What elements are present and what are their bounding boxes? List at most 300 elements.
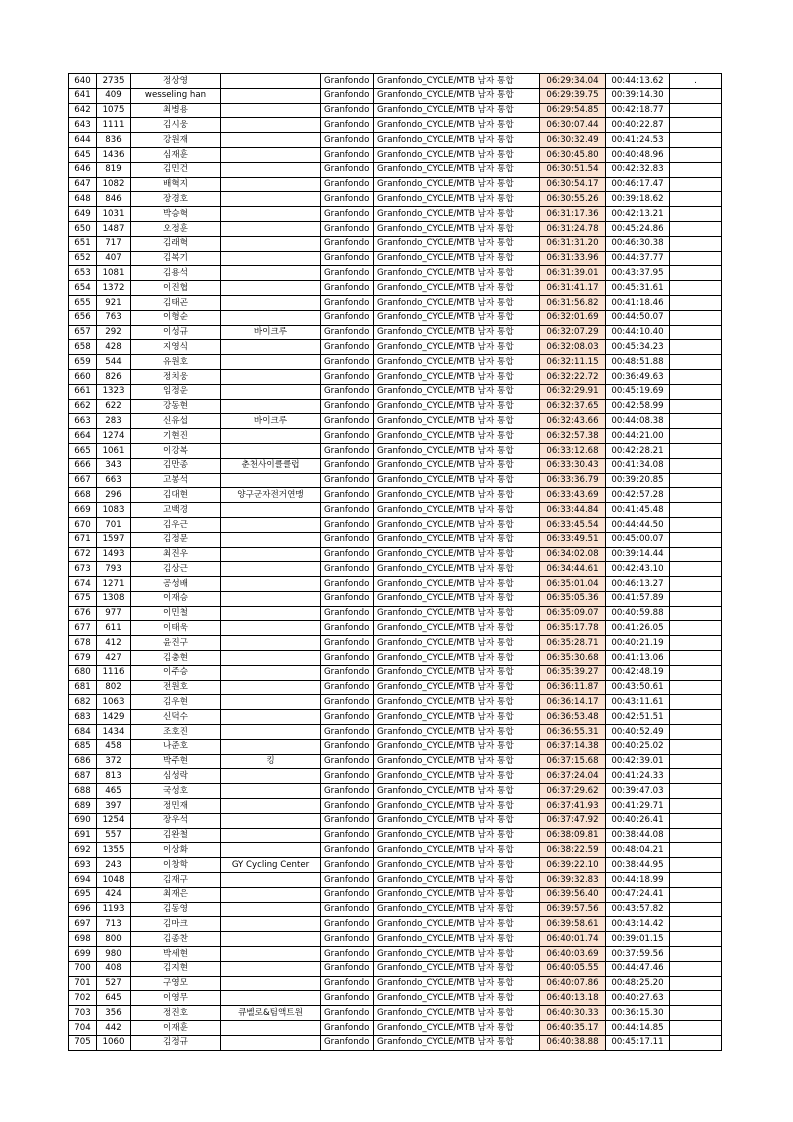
category-cell: Granfondo: [321, 947, 374, 962]
table-row: [69, 1021, 722, 1036]
note-cell: [670, 1006, 722, 1021]
bib-cell: 713: [97, 917, 131, 932]
split-time-cell: 00:39:20.85: [606, 473, 670, 488]
note-cell: [670, 88, 722, 103]
finish-time-cell: 06:29:34.04: [540, 74, 606, 89]
rank-cell: 656: [69, 310, 97, 325]
split-time-cell: 00:41:13.06: [606, 651, 670, 666]
note-cell: [670, 221, 722, 236]
split-time-cell: 00:45:00.07: [606, 532, 670, 547]
note-cell: [670, 369, 722, 384]
split-time-cell: 00:45:34.23: [606, 340, 670, 355]
category-cell: Granfondo: [321, 858, 374, 873]
division-cell: Granfondo_CYCLE/MTB 남자 통합: [374, 207, 540, 222]
finish-time-cell: 06:32:11.15: [540, 355, 606, 370]
split-time-cell: 00:41:26.05: [606, 621, 670, 636]
team-cell: [221, 133, 321, 148]
team-cell: [221, 162, 321, 177]
bib-cell: 1193: [97, 902, 131, 917]
bib-cell: 527: [97, 976, 131, 991]
bib-cell: 802: [97, 680, 131, 695]
name-cell: 이형순: [131, 310, 221, 325]
finish-time-cell: 06:36:53.48: [540, 710, 606, 725]
note-cell: [670, 429, 722, 444]
finish-time-cell: 06:36:55.31: [540, 725, 606, 740]
finish-time-cell: 06:30:07.44: [540, 118, 606, 133]
rank-cell: 643: [69, 118, 97, 133]
division-cell: Granfondo_CYCLE/MTB 남자 통합: [374, 177, 540, 192]
division-cell: Granfondo_CYCLE/MTB 남자 통합: [374, 503, 540, 518]
split-time-cell: 00:40:52.49: [606, 725, 670, 740]
note-cell: [670, 858, 722, 873]
category-cell: Granfondo: [321, 458, 374, 473]
bib-cell: 2735: [97, 74, 131, 89]
split-time-cell: 00:46:30.38: [606, 236, 670, 251]
category-cell: Granfondo: [321, 369, 374, 384]
bib-cell: 980: [97, 947, 131, 962]
bib-cell: 1111: [97, 118, 131, 133]
rank-cell: 681: [69, 680, 97, 695]
bib-cell: 1493: [97, 547, 131, 562]
category-cell: Granfondo: [321, 325, 374, 340]
name-cell: 김정규: [131, 1035, 221, 1050]
team-cell: 킹: [221, 754, 321, 769]
rank-cell: 701: [69, 976, 97, 991]
bib-cell: 409: [97, 88, 131, 103]
note-cell: [670, 991, 722, 1006]
rank-cell: 675: [69, 591, 97, 606]
bib-cell: 243: [97, 858, 131, 873]
team-cell: [221, 651, 321, 666]
finish-time-cell: 06:40:35.17: [540, 1021, 606, 1036]
category-cell: Granfondo: [321, 414, 374, 429]
table-row: [69, 843, 722, 858]
split-time-cell: 00:42:48.19: [606, 665, 670, 680]
team-cell: [221, 340, 321, 355]
note-cell: [670, 710, 722, 725]
bib-cell: 977: [97, 606, 131, 621]
bib-cell: 1083: [97, 503, 131, 518]
division-cell: Granfondo_CYCLE/MTB 남자 통합: [374, 192, 540, 207]
team-cell: [221, 517, 321, 532]
division-cell: Granfondo_CYCLE/MTB 남자 통합: [374, 325, 540, 340]
note-cell: [670, 621, 722, 636]
name-cell: 공성배: [131, 577, 221, 592]
name-cell: 정상영: [131, 74, 221, 89]
team-cell: [221, 591, 321, 606]
team-cell: [221, 621, 321, 636]
note-cell: [670, 1021, 722, 1036]
table-row: [69, 1006, 722, 1021]
rank-cell: 640: [69, 74, 97, 89]
table-row: [69, 414, 722, 429]
name-cell: 강원재: [131, 133, 221, 148]
category-cell: Granfondo: [321, 547, 374, 562]
name-cell: 김종찬: [131, 932, 221, 947]
split-time-cell: 00:44:13.62: [606, 74, 670, 89]
split-time-cell: 00:41:29.71: [606, 799, 670, 814]
division-cell: Granfondo_CYCLE/MTB 남자 통합: [374, 843, 540, 858]
table-row: [69, 473, 722, 488]
finish-time-cell: 06:40:01.74: [540, 932, 606, 947]
note-cell: [670, 162, 722, 177]
rank-cell: 690: [69, 813, 97, 828]
note-cell: [670, 147, 722, 162]
bib-cell: 819: [97, 162, 131, 177]
division-cell: Granfondo_CYCLE/MTB 남자 통합: [374, 414, 540, 429]
split-time-cell: 00:40:59.88: [606, 606, 670, 621]
division-cell: Granfondo_CYCLE/MTB 남자 통합: [374, 74, 540, 89]
team-cell: 바이크루: [221, 414, 321, 429]
division-cell: Granfondo_CYCLE/MTB 남자 통합: [374, 799, 540, 814]
bib-cell: 1308: [97, 591, 131, 606]
category-cell: Granfondo: [321, 873, 374, 888]
table-row: [69, 991, 722, 1006]
table-row: [69, 281, 722, 296]
split-time-cell: 00:46:17.47: [606, 177, 670, 192]
bib-cell: 1031: [97, 207, 131, 222]
name-cell: 이재훈: [131, 1021, 221, 1036]
bib-cell: 1355: [97, 843, 131, 858]
division-cell: Granfondo_CYCLE/MTB 남자 통합: [374, 532, 540, 547]
table-row: [69, 177, 722, 192]
note-cell: [670, 207, 722, 222]
split-time-cell: 00:48:25.20: [606, 976, 670, 991]
category-cell: Granfondo: [321, 236, 374, 251]
category-cell: Granfondo: [321, 725, 374, 740]
team-cell: [221, 192, 321, 207]
note-cell: [670, 591, 722, 606]
table-row: [69, 606, 722, 621]
division-cell: Granfondo_CYCLE/MTB 남자 통합: [374, 399, 540, 414]
name-cell: 이영무: [131, 991, 221, 1006]
note-cell: [670, 355, 722, 370]
category-cell: Granfondo: [321, 828, 374, 843]
division-cell: Granfondo_CYCLE/MTB 남자 통합: [374, 251, 540, 266]
bib-cell: 836: [97, 133, 131, 148]
table-row: [69, 458, 722, 473]
table-row: [69, 384, 722, 399]
table-row: [69, 251, 722, 266]
name-cell: 김상근: [131, 562, 221, 577]
finish-time-cell: 06:31:39.01: [540, 266, 606, 281]
name-cell: 최병용: [131, 103, 221, 118]
division-cell: Granfondo_CYCLE/MTB 남자 통합: [374, 133, 540, 148]
team-cell: [221, 118, 321, 133]
split-time-cell: 00:44:47.46: [606, 961, 670, 976]
rank-cell: 689: [69, 799, 97, 814]
note-cell: [670, 488, 722, 503]
name-cell: 이강복: [131, 443, 221, 458]
table-row: [69, 547, 722, 562]
team-cell: [221, 947, 321, 962]
name-cell: 강동현: [131, 399, 221, 414]
team-cell: 양구군자전거연맹: [221, 488, 321, 503]
split-time-cell: 00:40:25.02: [606, 739, 670, 754]
split-time-cell: 00:39:14.30: [606, 88, 670, 103]
bib-cell: 397: [97, 799, 131, 814]
name-cell: 오정훈: [131, 221, 221, 236]
rank-cell: 695: [69, 887, 97, 902]
category-cell: Granfondo: [321, 991, 374, 1006]
name-cell: 이창학: [131, 858, 221, 873]
table-row: [69, 813, 722, 828]
rank-cell: 660: [69, 369, 97, 384]
category-cell: Granfondo: [321, 799, 374, 814]
finish-time-cell: 06:29:39.75: [540, 88, 606, 103]
division-cell: Granfondo_CYCLE/MTB 남자 통합: [374, 340, 540, 355]
finish-time-cell: 06:35:30.68: [540, 651, 606, 666]
name-cell: 박승혁: [131, 207, 221, 222]
category-cell: Granfondo: [321, 207, 374, 222]
finish-time-cell: 06:40:05.55: [540, 961, 606, 976]
note-cell: [670, 636, 722, 651]
note-cell: [670, 251, 722, 266]
rank-cell: 662: [69, 399, 97, 414]
team-cell: [221, 532, 321, 547]
category-cell: Granfondo: [321, 902, 374, 917]
note-cell: [670, 784, 722, 799]
name-cell: 장우석: [131, 813, 221, 828]
category-cell: Granfondo: [321, 177, 374, 192]
team-cell: [221, 577, 321, 592]
note-cell: [670, 295, 722, 310]
table-row: [69, 192, 722, 207]
name-cell: 전원호: [131, 680, 221, 695]
note-cell: [670, 917, 722, 932]
category-cell: Granfondo: [321, 769, 374, 784]
team-cell: [221, 828, 321, 843]
bib-cell: 701: [97, 517, 131, 532]
note-cell: [670, 577, 722, 592]
division-cell: Granfondo_CYCLE/MTB 남자 통합: [374, 443, 540, 458]
rank-cell: 666: [69, 458, 97, 473]
category-cell: Granfondo: [321, 74, 374, 89]
category-cell: Granfondo: [321, 754, 374, 769]
finish-time-cell: 06:35:05.36: [540, 591, 606, 606]
rank-cell: 669: [69, 503, 97, 518]
name-cell: 최재은: [131, 887, 221, 902]
note-cell: [670, 503, 722, 518]
note-cell: [670, 547, 722, 562]
split-time-cell: 00:40:27.63: [606, 991, 670, 1006]
split-time-cell: 00:36:15.30: [606, 1006, 670, 1021]
team-cell: [221, 562, 321, 577]
name-cell: 김재구: [131, 873, 221, 888]
team-cell: [221, 725, 321, 740]
finish-time-cell: 06:32:57.38: [540, 429, 606, 444]
name-cell: 김우근: [131, 517, 221, 532]
category-cell: Granfondo: [321, 887, 374, 902]
note-cell: [670, 725, 722, 740]
note-cell: [670, 887, 722, 902]
rank-cell: 659: [69, 355, 97, 370]
bib-cell: 442: [97, 1021, 131, 1036]
category-cell: Granfondo: [321, 384, 374, 399]
note-cell: [670, 118, 722, 133]
category-cell: Granfondo: [321, 532, 374, 547]
team-cell: [221, 636, 321, 651]
rank-cell: 664: [69, 429, 97, 444]
finish-time-cell: 06:32:29.91: [540, 384, 606, 399]
category-cell: Granfondo: [321, 310, 374, 325]
split-time-cell: 00:42:43.10: [606, 562, 670, 577]
name-cell: 김만종: [131, 458, 221, 473]
table-row: [69, 754, 722, 769]
table-row: [69, 725, 722, 740]
category-cell: Granfondo: [321, 295, 374, 310]
team-cell: [221, 207, 321, 222]
name-cell: 김충현: [131, 651, 221, 666]
split-time-cell: 00:42:51.51: [606, 710, 670, 725]
split-time-cell: 00:45:31.61: [606, 281, 670, 296]
category-cell: Granfondo: [321, 606, 374, 621]
split-time-cell: 00:36:49.63: [606, 369, 670, 384]
note-cell: [670, 384, 722, 399]
division-cell: Granfondo_CYCLE/MTB 남자 통합: [374, 310, 540, 325]
name-cell: 이주승: [131, 665, 221, 680]
rank-cell: 661: [69, 384, 97, 399]
note-cell: [670, 680, 722, 695]
bib-cell: 1323: [97, 384, 131, 399]
category-cell: Granfondo: [321, 917, 374, 932]
bib-cell: 763: [97, 310, 131, 325]
bib-cell: 427: [97, 651, 131, 666]
note-cell: [670, 473, 722, 488]
finish-time-cell: 06:32:43.66: [540, 414, 606, 429]
bib-cell: 343: [97, 458, 131, 473]
bib-cell: 1487: [97, 221, 131, 236]
finish-time-cell: 06:37:24.04: [540, 769, 606, 784]
finish-time-cell: 06:37:41.93: [540, 799, 606, 814]
name-cell: 김완철: [131, 828, 221, 843]
category-cell: Granfondo: [321, 251, 374, 266]
table-row: [69, 88, 722, 103]
table-row: [69, 399, 722, 414]
name-cell: 김지현: [131, 961, 221, 976]
bib-cell: 1082: [97, 177, 131, 192]
finish-time-cell: 06:33:49.51: [540, 532, 606, 547]
bib-cell: 1271: [97, 577, 131, 592]
table-row: [69, 562, 722, 577]
division-cell: Granfondo_CYCLE/MTB 남자 통합: [374, 769, 540, 784]
division-cell: Granfondo_CYCLE/MTB 남자 통합: [374, 873, 540, 888]
finish-time-cell: 06:33:45.54: [540, 517, 606, 532]
team-cell: [221, 695, 321, 710]
category-cell: Granfondo: [321, 710, 374, 725]
division-cell: Granfondo_CYCLE/MTB 남자 통합: [374, 739, 540, 754]
split-time-cell: 00:43:37.95: [606, 266, 670, 281]
finish-time-cell: 06:35:28.71: [540, 636, 606, 651]
team-cell: [221, 281, 321, 296]
split-time-cell: 00:44:14.85: [606, 1021, 670, 1036]
table-row: [69, 961, 722, 976]
note-cell: [670, 266, 722, 281]
bib-cell: 408: [97, 961, 131, 976]
name-cell: 심성락: [131, 769, 221, 784]
finish-time-cell: 06:31:56.82: [540, 295, 606, 310]
note-cell: [670, 651, 722, 666]
split-time-cell: 00:44:37.77: [606, 251, 670, 266]
split-time-cell: 00:40:48.96: [606, 147, 670, 162]
category-cell: Granfondo: [321, 192, 374, 207]
note-cell: [670, 310, 722, 325]
split-time-cell: 00:41:34.08: [606, 458, 670, 473]
division-cell: Granfondo_CYCLE/MTB 남자 통합: [374, 621, 540, 636]
team-cell: [221, 503, 321, 518]
rank-cell: 677: [69, 621, 97, 636]
split-time-cell: 00:45:17.11: [606, 1035, 670, 1050]
finish-time-cell: 06:32:37.65: [540, 399, 606, 414]
finish-time-cell: 06:33:12.68: [540, 443, 606, 458]
team-cell: [221, 147, 321, 162]
division-cell: Granfondo_CYCLE/MTB 남자 통합: [374, 976, 540, 991]
rank-cell: 685: [69, 739, 97, 754]
name-cell: 기현진: [131, 429, 221, 444]
rank-cell: 673: [69, 562, 97, 577]
name-cell: 임정운: [131, 384, 221, 399]
division-cell: Granfondo_CYCLE/MTB 남자 통합: [374, 147, 540, 162]
rank-cell: 650: [69, 221, 97, 236]
rank-cell: 676: [69, 606, 97, 621]
rank-cell: 641: [69, 88, 97, 103]
table-row: [69, 873, 722, 888]
name-cell: 이성규: [131, 325, 221, 340]
team-cell: [221, 310, 321, 325]
bib-cell: 1429: [97, 710, 131, 725]
rank-cell: 665: [69, 443, 97, 458]
name-cell: 구영모: [131, 976, 221, 991]
team-cell: [221, 843, 321, 858]
division-cell: Granfondo_CYCLE/MTB 남자 통합: [374, 606, 540, 621]
note-cell: [670, 976, 722, 991]
team-cell: [221, 547, 321, 562]
note-cell: [670, 873, 722, 888]
category-cell: Granfondo: [321, 784, 374, 799]
table-row: [69, 636, 722, 651]
name-cell: 정치웅: [131, 369, 221, 384]
name-cell: 김대현: [131, 488, 221, 503]
division-cell: Granfondo_CYCLE/MTB 남자 통합: [374, 547, 540, 562]
rank-cell: 653: [69, 266, 97, 281]
category-cell: Granfondo: [321, 399, 374, 414]
category-cell: Granfondo: [321, 636, 374, 651]
name-cell: 김래혁: [131, 236, 221, 251]
name-cell: 윤진구: [131, 636, 221, 651]
finish-time-cell: 06:30:51.54: [540, 162, 606, 177]
rank-cell: 649: [69, 207, 97, 222]
table-row: [69, 325, 722, 340]
bib-cell: 663: [97, 473, 131, 488]
finish-time-cell: 06:35:39.27: [540, 665, 606, 680]
finish-time-cell: 06:32:22.72: [540, 369, 606, 384]
split-time-cell: 00:42:58.99: [606, 399, 670, 414]
table-row: [69, 103, 722, 118]
bib-cell: 1254: [97, 813, 131, 828]
division-cell: Granfondo_CYCLE/MTB 남자 통합: [374, 1006, 540, 1021]
split-time-cell: 00:37:59.56: [606, 947, 670, 962]
team-cell: [221, 236, 321, 251]
finish-time-cell: 06:34:44.61: [540, 562, 606, 577]
table-row: [69, 591, 722, 606]
rank-cell: 642: [69, 103, 97, 118]
division-cell: Granfondo_CYCLE/MTB 남자 통합: [374, 118, 540, 133]
split-time-cell: 00:45:24.86: [606, 221, 670, 236]
finish-time-cell: 06:37:14.38: [540, 739, 606, 754]
name-cell: 이상화: [131, 843, 221, 858]
rank-cell: 667: [69, 473, 97, 488]
rank-cell: 674: [69, 577, 97, 592]
